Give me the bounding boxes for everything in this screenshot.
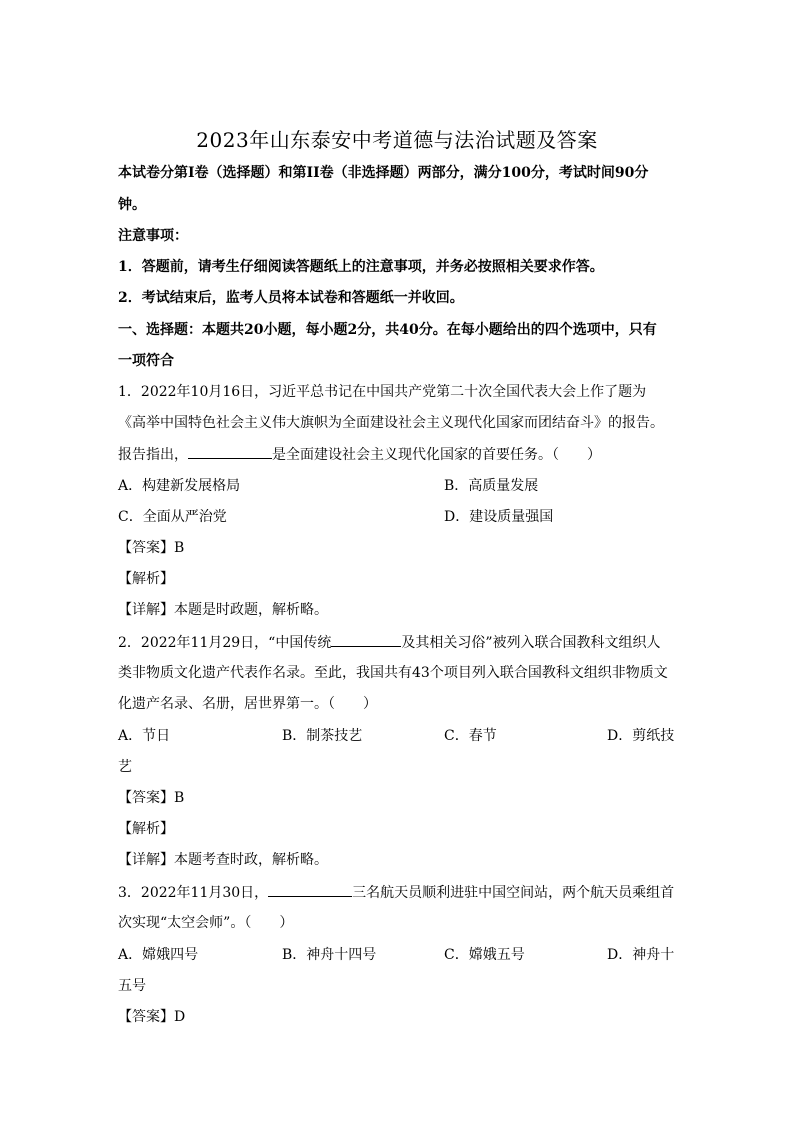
q3-stem-line-1 bbox=[118, 882, 678, 903]
q2-stem-line-3: 化遗产名录、名册，居世界第一。（ ） bbox=[118, 696, 377, 712]
q3-option-d-wrap: 五号 bbox=[118, 978, 146, 994]
q3-stem-post: 三名航天员顺利进驻中国空间站，两个航天员乘组首 bbox=[352, 885, 675, 901]
q2-answer: 【答案】B bbox=[118, 790, 185, 806]
q3-option-b: B．神舟十四号 bbox=[282, 947, 377, 963]
q1-option-c: C．全面从严治党 bbox=[118, 509, 227, 525]
q1-stem-line-3 bbox=[118, 444, 678, 465]
q3-option-d: D．神舟十 bbox=[607, 947, 675, 963]
intro-line-1: 本试卷分第Ⅰ卷（选择题）和第II卷（非选择题）两部分，满分100分，考试时间90分 bbox=[118, 165, 649, 181]
section-heading-line-1: 一、选择题：本题共20小题，每小题2分，共40分。在每小题给出的四个选项中，只有 bbox=[118, 322, 657, 338]
section-heading-line-2: 一项符合 bbox=[118, 353, 174, 369]
q1-stem-line-1: 1．2022年10月16日，习近平总书记在中国共产党第二十次全国代表大会上作了题为 bbox=[118, 384, 647, 400]
q1-answer-blank bbox=[188, 444, 272, 459]
notes-item-1: 1．答题前，请考生仔细阅读答题纸上的注意事项，并务必按照相关要求作答。 bbox=[118, 259, 604, 275]
q3-option-c: C．嫦娥五号 bbox=[444, 947, 525, 963]
q3-stem-line-2: 次实现“太空会师”。（ ） bbox=[118, 915, 294, 931]
q2-option-a: A．节日 bbox=[118, 728, 171, 744]
q2-option-b: B．制茶技艺 bbox=[282, 728, 363, 744]
q3-stem-pre: 3．2022年11月30日， bbox=[118, 885, 269, 901]
q3-option-a: A．嫦娥四号 bbox=[118, 947, 199, 963]
q1-analysis: 【解析】 bbox=[118, 571, 174, 587]
q1-detail: 【详解】本题是时政题，解析略。 bbox=[118, 602, 328, 618]
q1-answer: 【答案】B bbox=[118, 540, 185, 556]
q1-stem-pre: 报告指出， bbox=[118, 447, 188, 463]
q2-stem-line-2: 类非物质文化遗产代表作名录。至此，我国共有43个项目列入联合国教科文组织非物质文 bbox=[118, 665, 668, 681]
intro-line-2: 钟。 bbox=[118, 197, 146, 213]
q3-answer: 【答案】D bbox=[118, 1009, 186, 1025]
q2-analysis: 【解析】 bbox=[118, 821, 174, 837]
q2-stem-post: 及其相关习俗”被列入联合国教科文组织人 bbox=[401, 635, 661, 651]
q2-option-d-wrap: 艺 bbox=[118, 759, 132, 775]
q2-option-c: C．春节 bbox=[444, 728, 497, 744]
q1-option-b: B．高质量发展 bbox=[444, 478, 539, 494]
notes-item-2: 2．考试结束后，监考人员将本试卷和答题纸一并收回。 bbox=[118, 290, 464, 306]
q1-option-a: A．构建新发展格局 bbox=[118, 478, 241, 494]
q2-stem-pre: 2．2022年11月29日，“中国传统 bbox=[118, 635, 332, 651]
q1-stem-line-2: 《高举中国特色社会主义伟大旗帜为全面建设社会主义现代化国家而团结奋斗》的报告。 bbox=[118, 415, 664, 431]
page-title: 2023年山东泰安中考道德与法治试题及答案 bbox=[196, 128, 598, 152]
q2-detail: 【详解】本题考查时政，解析略。 bbox=[118, 852, 328, 868]
q3-answer-blank bbox=[268, 882, 352, 897]
q2-stem-line-1 bbox=[118, 632, 678, 653]
q1-option-d: D．建设质量强国 bbox=[444, 509, 554, 525]
q2-option-d: D．剪纸技 bbox=[607, 728, 675, 744]
notes-heading: 注意事项： bbox=[118, 228, 188, 244]
q1-stem-post: 是全面建设社会主义现代化国家的首要任务。（ ） bbox=[272, 447, 601, 463]
q2-answer-blank bbox=[331, 632, 401, 647]
